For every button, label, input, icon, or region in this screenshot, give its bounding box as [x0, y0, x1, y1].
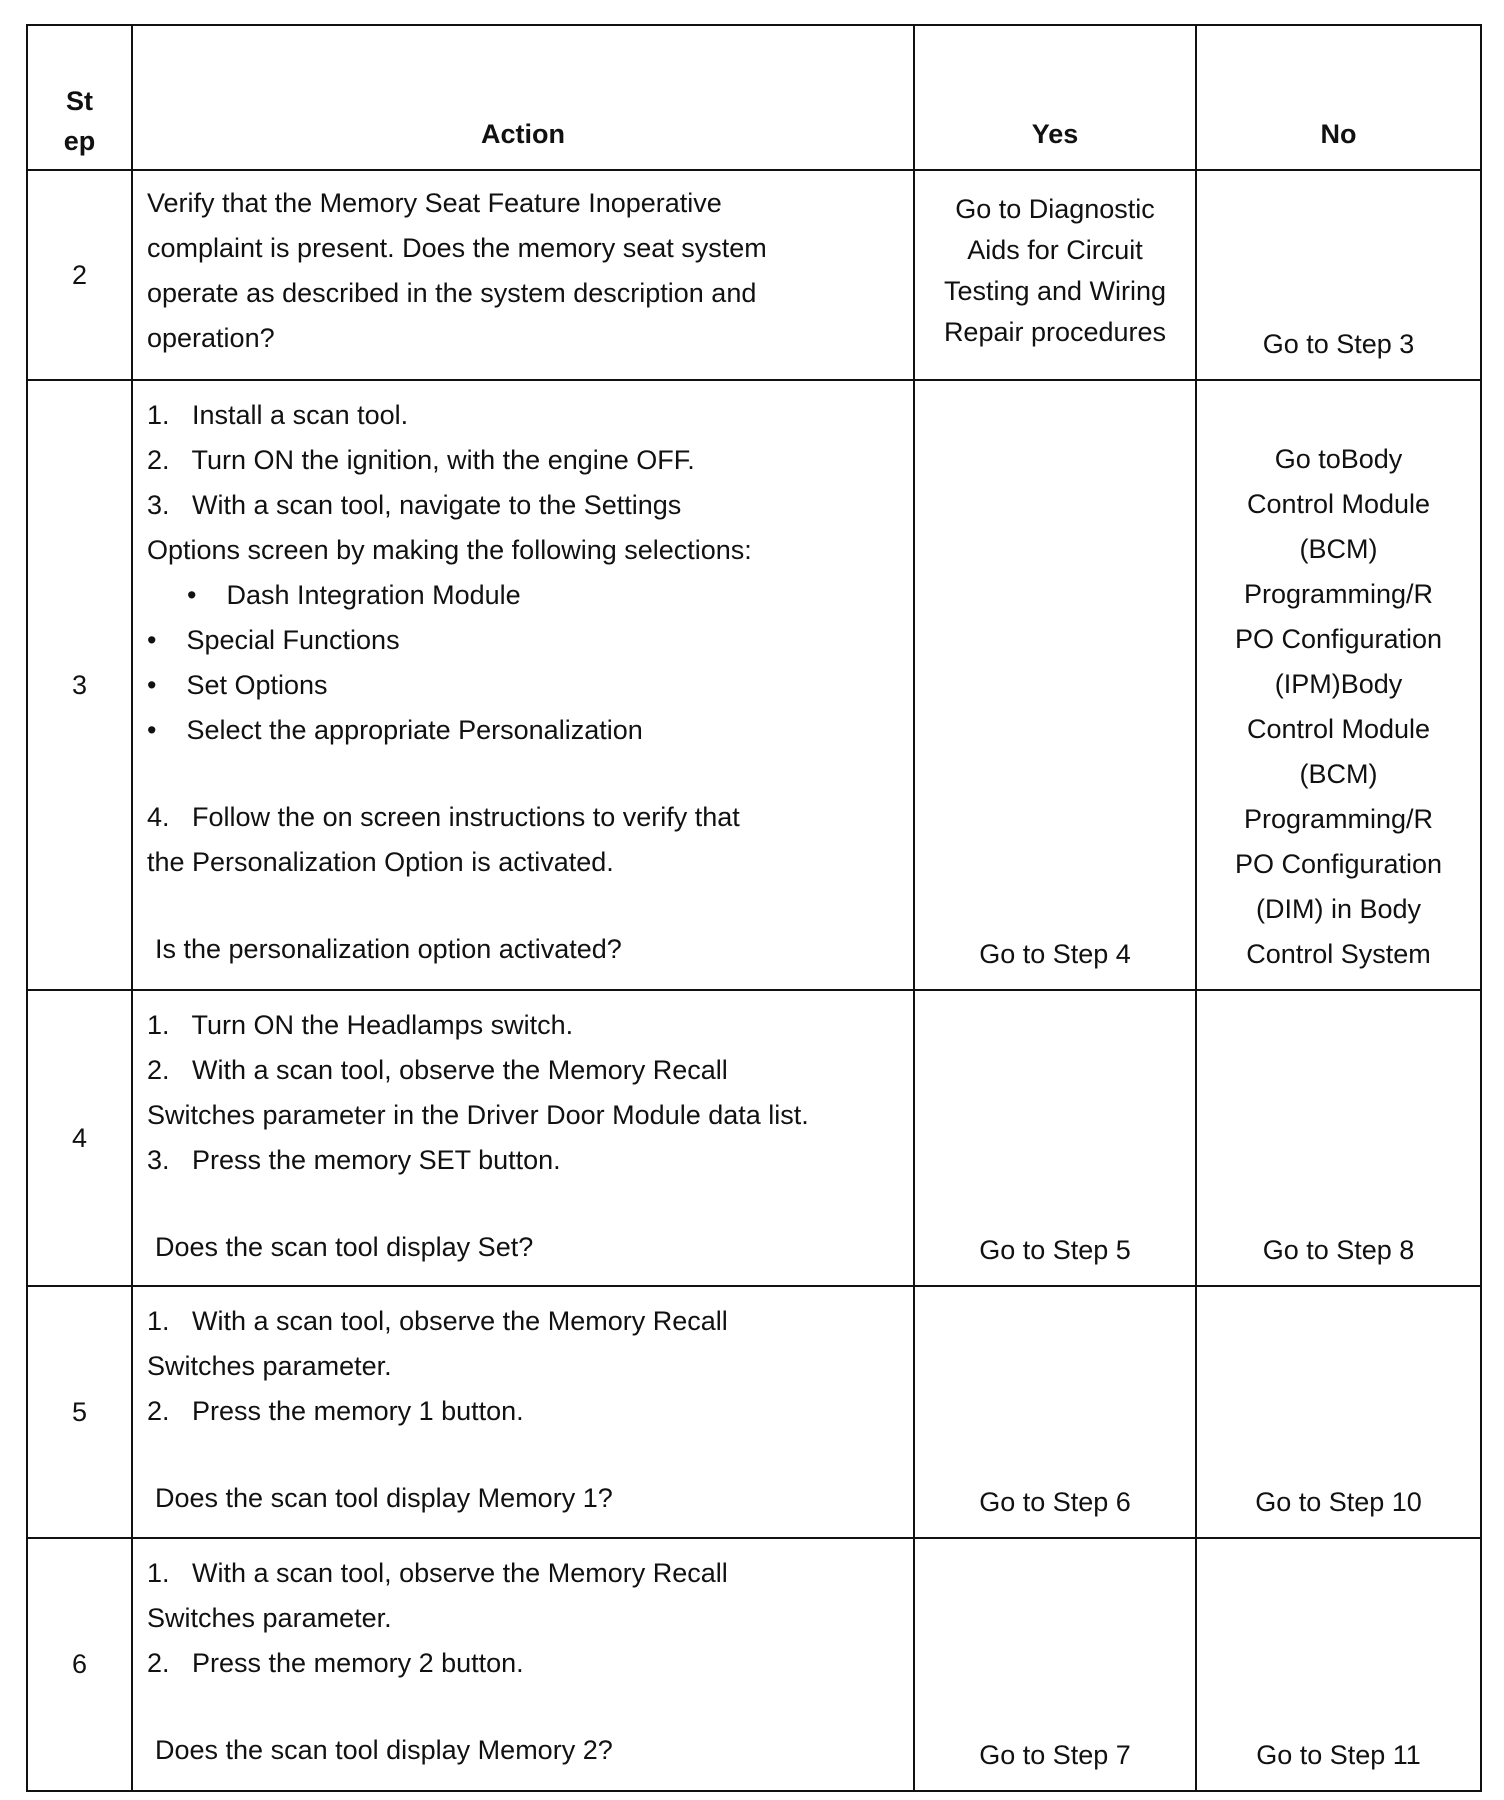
yes-cell: Go to Step 5 [914, 990, 1196, 1286]
action-line: • Set Options [147, 670, 328, 700]
header-step-line: ep [63, 126, 96, 156]
action-cell [132, 380, 914, 990]
action-line: 3. Press the memory SET button. [147, 1145, 561, 1175]
no-cell: Go to Step 8 [1196, 990, 1481, 1286]
table-row [27, 1538, 1481, 1791]
header-action: Action [132, 25, 914, 170]
action-line: Switches parameter in the Driver Door Module data list. [147, 1100, 809, 1130]
step-number: 3 [27, 380, 132, 990]
action-line: 1. Turn ON the Headlamps switch. [147, 1010, 574, 1040]
action-cell [132, 1286, 914, 1538]
action-line: 2. Press the memory 2 button. [147, 1648, 524, 1678]
action-cell [132, 990, 914, 1286]
action-line: 2. With a scan tool, observe the Memory Recall [147, 1055, 728, 1085]
action-question: Does the scan tool display Memory 2? [155, 1735, 613, 1765]
no-line: Control System [1246, 939, 1431, 969]
step-number: 5 [27, 1286, 132, 1538]
no-line: (BCM) [1299, 759, 1378, 789]
action-line: 3. With a scan tool, navigate to the Settings [147, 490, 682, 520]
yes-line: Go to Diagnostic [955, 194, 1155, 224]
action-line: Options screen by making the following selections: [147, 535, 752, 565]
no-line: (DIM) in Body [1255, 894, 1422, 924]
action-line: 2. Press the memory 1 button. [147, 1396, 524, 1426]
yes-cell: Go to Step 6 [914, 1286, 1196, 1538]
action-cell [132, 170, 914, 380]
action-line: operate as described in the system description and [147, 278, 757, 308]
spacer [147, 1434, 899, 1476]
yes-line: Repair procedures [943, 317, 1167, 347]
action-line: 1. With a scan tool, observe the Memory Recall [147, 1558, 728, 1588]
step-number: 4 [27, 990, 132, 1286]
action-question: Does the scan tool display Set? [155, 1232, 534, 1262]
no-line: Go toBody [1274, 444, 1403, 474]
no-cell: Go to Step 11 [1196, 1538, 1481, 1791]
action-line: 1. With a scan tool, observe the Memory Recall [147, 1306, 728, 1336]
yes-cell [914, 170, 1196, 380]
header-step-line: St [66, 86, 93, 116]
action-line: 2. Turn ON the ignition, with the engine OFF. [147, 445, 695, 475]
header-no: No [1196, 25, 1481, 170]
action-cell [132, 1538, 914, 1791]
action-line: Switches parameter. [147, 1603, 392, 1633]
spacer [147, 753, 899, 795]
step-number: 2 [27, 170, 132, 380]
action-line: • Special Functions [147, 625, 400, 655]
spacer [147, 1686, 899, 1728]
header-row [27, 25, 1481, 170]
table-row [27, 990, 1481, 1286]
action-line: operation? [147, 323, 275, 353]
action-line: • Select the appropriate Personalization [147, 715, 643, 745]
yes-cell: Go to Step 4 [914, 380, 1196, 990]
no-line: PO Configuration [1234, 849, 1443, 879]
no-cell: Go to Step 10 [1196, 1286, 1481, 1538]
yes-cell: Go to Step 7 [914, 1538, 1196, 1791]
yes-line: Testing and Wiring [943, 276, 1167, 306]
header-step [27, 25, 132, 170]
action-line: complaint is present. Does the memory seat system [147, 233, 767, 263]
no-line: PO Configuration [1234, 624, 1443, 654]
action-line: 4. Follow the on screen instructions to verify that [147, 802, 740, 832]
no-line: Control Module [1246, 489, 1431, 519]
no-line: (BCM) [1299, 534, 1378, 564]
action-line: Verify that the Memory Seat Feature Inoperative [147, 188, 722, 218]
spacer [147, 1183, 899, 1225]
yes-line: Aids for Circuit [967, 235, 1143, 265]
diagnostic-table [26, 24, 1482, 1792]
no-cell [1196, 380, 1481, 990]
table-row [27, 1286, 1481, 1538]
table-row [27, 170, 1481, 380]
diagnostic-table-container [26, 24, 1480, 1792]
header-yes: Yes [914, 25, 1196, 170]
action-question: Is the personalization option activated? [155, 934, 622, 964]
no-line: Control Module [1246, 714, 1431, 744]
spacer [147, 885, 899, 927]
table-row [27, 380, 1481, 990]
action-line: the Personalization Option is activated. [147, 847, 614, 877]
no-cell: Go to Step 3 [1196, 170, 1481, 380]
no-line: Programming/R [1243, 579, 1434, 609]
action-line: 1. Install a scan tool. [147, 400, 409, 430]
action-question: Does the scan tool display Memory 1? [155, 1483, 613, 1513]
action-line: • Dash Integration Module [187, 580, 521, 610]
no-line: Programming/R [1243, 804, 1434, 834]
step-number: 6 [27, 1538, 132, 1791]
no-line: (IPM)Body [1274, 669, 1403, 699]
action-line: Switches parameter. [147, 1351, 392, 1381]
